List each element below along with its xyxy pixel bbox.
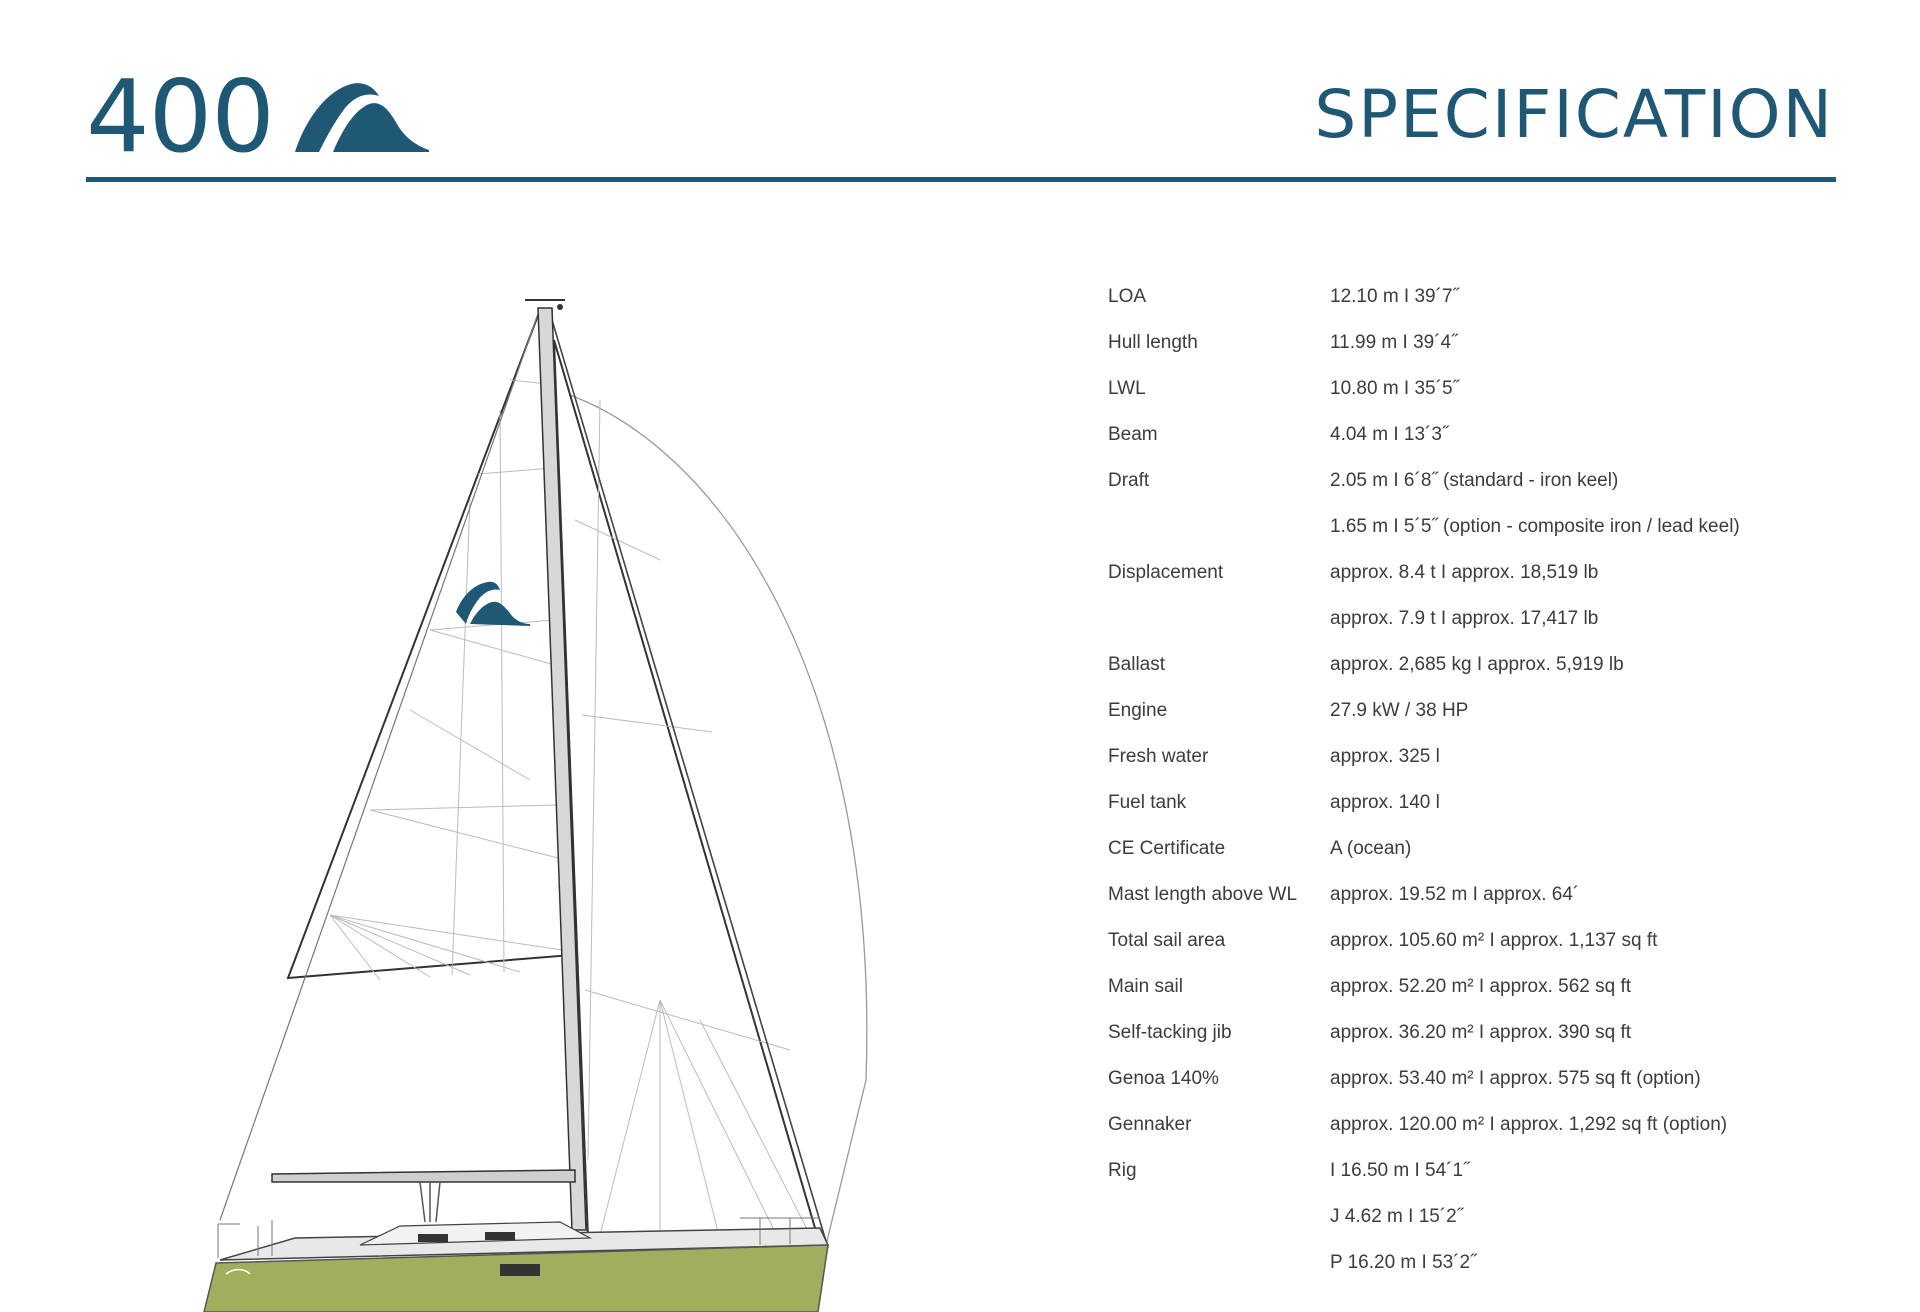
spec-value: approx. 325 l — [1330, 746, 1440, 767]
spec-label: Fuel tank — [1108, 792, 1187, 813]
spec-value: approx. 140 l — [1330, 792, 1440, 813]
spec-row — [1108, 1113, 1868, 1159]
spec-label: Ballast — [1108, 654, 1166, 675]
specification-list — [1108, 285, 1868, 1297]
spec-value: approx. 36.20 m² I approx. 390 sq ft — [1330, 1022, 1632, 1043]
spec-row — [1108, 745, 1868, 791]
spec-row — [1108, 515, 1868, 561]
spec-label: CE Certificate — [1108, 838, 1226, 859]
spec-row — [1108, 975, 1868, 1021]
spec-row — [1108, 1159, 1868, 1205]
page-title: SPECIFICATION — [1314, 76, 1834, 153]
spec-row — [1108, 1205, 1868, 1251]
spec-value: 11.99 m I 39´4˝ — [1330, 332, 1458, 353]
spec-label: Mast length above WL — [1108, 884, 1298, 905]
spec-value: A (ocean) — [1330, 838, 1412, 859]
spec-label: Displacement — [1108, 562, 1224, 583]
spec-label: Total sail area — [1108, 930, 1226, 951]
wave-logo-icon — [293, 78, 431, 154]
spec-value: 1.65 m I 5´5˝ (option - composite iron / lead keel) — [1330, 516, 1740, 537]
spec-row — [1108, 561, 1868, 607]
spec-value: approx. 53.40 m² I approx. 575 sq ft (option) — [1330, 1068, 1701, 1089]
spec-value: approx. 19.52 m I approx. 64´ — [1330, 884, 1580, 905]
spec-row — [1108, 1067, 1868, 1113]
spec-value: approx. 7.9 t I approx. 17,417 lb — [1330, 608, 1599, 629]
header-divider — [86, 177, 1836, 182]
spec-label: Main sail — [1108, 976, 1183, 997]
sailboat-profile-icon — [0, 260, 1000, 1312]
spec-label: Fresh water — [1108, 746, 1209, 767]
spec-row — [1108, 883, 1868, 929]
spec-row — [1108, 699, 1868, 745]
spec-label: Engine — [1108, 700, 1168, 721]
spec-label: Draft — [1108, 470, 1150, 491]
spec-row — [1108, 331, 1868, 377]
page-header — [0, 0, 1920, 190]
spec-label: Rig — [1108, 1160, 1137, 1181]
spec-row — [1108, 1251, 1868, 1297]
spec-label: Genoa 140% — [1108, 1068, 1219, 1089]
spec-value: 4.04 m I 13´3˝ — [1330, 424, 1449, 445]
spec-label: LWL — [1108, 378, 1146, 399]
spec-value: I 16.50 m I 54´1˝ — [1330, 1160, 1470, 1181]
spec-label: LOA — [1108, 286, 1147, 307]
spec-row — [1108, 653, 1868, 699]
spec-row — [1108, 607, 1868, 653]
spec-row — [1108, 285, 1868, 331]
spec-value: 12.10 m I 39´7˝ — [1330, 286, 1459, 307]
model-number: 400 — [86, 58, 274, 175]
spec-row — [1108, 791, 1868, 837]
spec-row — [1108, 423, 1868, 469]
spec-row — [1108, 469, 1868, 515]
spec-value: approx. 120.00 m² I approx. 1,292 sq ft (option) — [1330, 1114, 1728, 1135]
spec-value: 2.05 m I 6´8˝ (standard - iron keel) — [1330, 470, 1619, 491]
spec-label: Self-tacking jib — [1108, 1022, 1232, 1043]
spec-row — [1108, 1021, 1868, 1067]
spec-value: approx. 2,685 kg I approx. 5,919 lb — [1330, 654, 1624, 675]
spec-label: Beam — [1108, 424, 1158, 445]
spec-value: 10.80 m I 35´5˝ — [1330, 378, 1459, 399]
spec-value: P 16.20 m I 53´2˝ — [1330, 1252, 1477, 1273]
spec-label: Gennaker — [1108, 1114, 1192, 1135]
spec-row — [1108, 377, 1868, 423]
spec-row — [1108, 837, 1868, 883]
spec-value: J 4.62 m I 15´2˝ — [1330, 1206, 1464, 1227]
spec-label: Hull length — [1108, 332, 1198, 353]
spec-value: 27.9 kW / 38 HP — [1330, 700, 1469, 721]
spec-value: approx. 105.60 m² I approx. 1,137 sq ft — [1330, 930, 1658, 951]
spec-value: approx. 8.4 t I approx. 18,519 lb — [1330, 562, 1599, 583]
spec-row — [1108, 929, 1868, 975]
spec-value: approx. 52.20 m² I approx. 562 sq ft — [1330, 976, 1632, 997]
